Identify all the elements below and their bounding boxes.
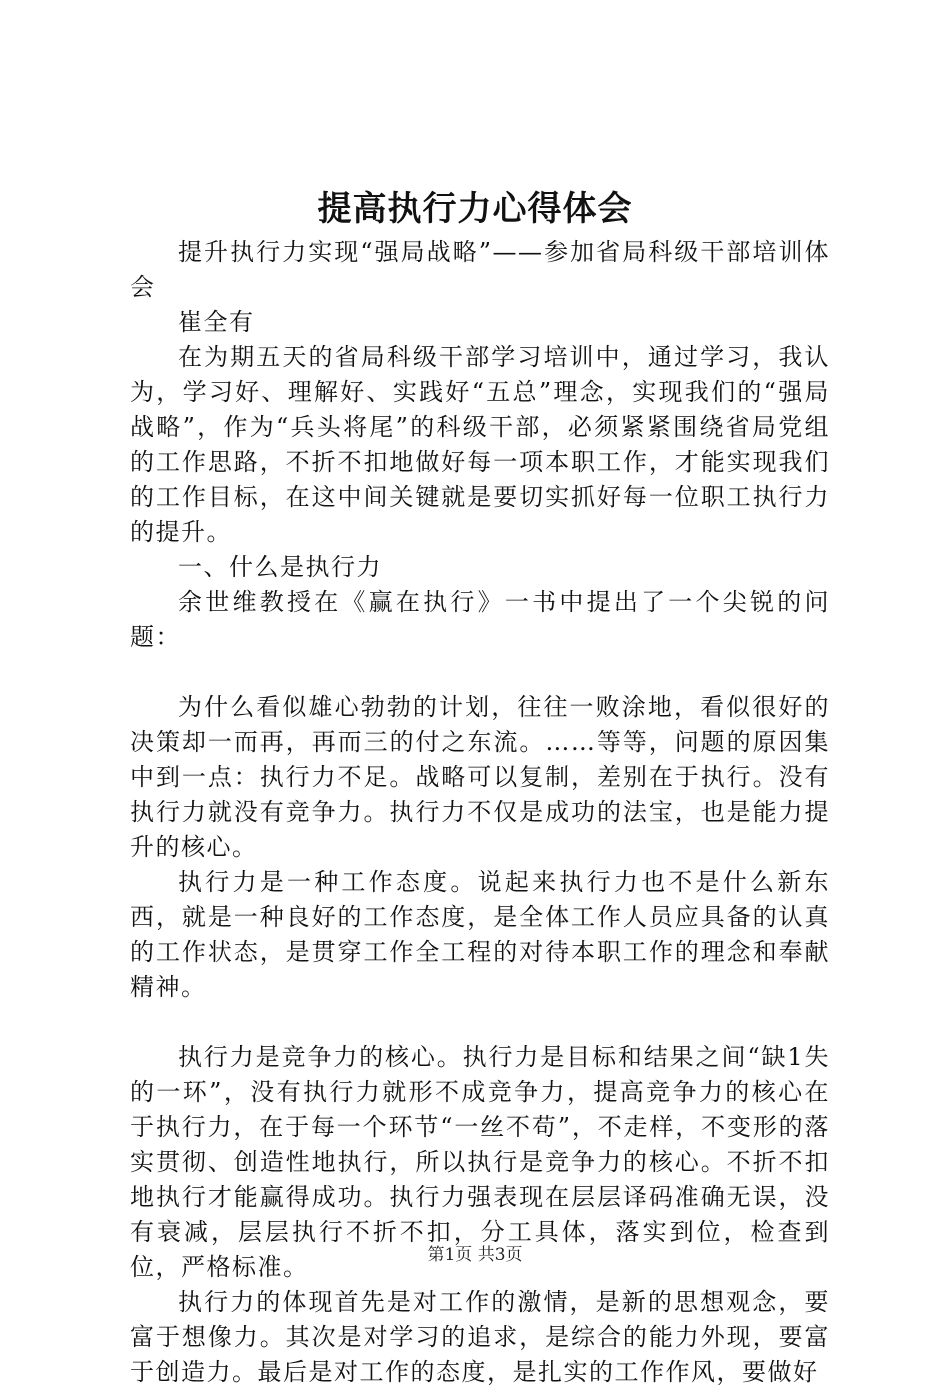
body-paragraph: 执行力是竞争力的核心。执行力是目标和结果之间“缺1失的一环”，没有执行力就形不成竞争力，提高竞争力的核心在于执行力，在于每一个环节“一丝不苟”，不走样，不变形的落实贯彻、创造性地执行，所以执行是竞争力的核心。不折不扣地执行才能赢得成功。执行力强表现在层层译码准确无误，没有衰减，层层执行不折不扣，分工具体，落实到位，检查到位，严格标准。	[130, 1043, 830, 1281]
document-body	[130, 235, 830, 1390]
body-paragraph: 为什么看似雄心勃勃的计划，往往一败涂地，看似很好的决策却一而再，再而三的付之东流。……等等，问题的原因集中到一点：执行力不足。战略可以复制，差别在于执行。没有执行力就没有竞争力。执行力不仅是成功的法宝，也是能力提升的核心。	[130, 693, 830, 861]
body-paragraph: 执行力的体现首先是对工作的激情，是新的思想观念，要富于想像力。其次是对学习的追求，是综合的能力外现，要富于创造力。最后是对工作的态度，是扎实的工作作风，要做好	[130, 1288, 830, 1386]
body-paragraph: 在为期五天的省局科级干部学习培训中，通过学习，我认为，学习好、理解好、实践好“五总”理念，实现我们的“强局战略”，作为“兵头将尾”的科级干部，必须紧紧围绕省局党组的工作思路，不折不扣地做好每一项本职工作，才能实现我们的工作目标，在这中间关键就是要切实抓好每一位职工执行力的提升。	[130, 343, 830, 546]
body-paragraph: 余世维教授在《赢在执行》一书中提出了一个尖锐的问题：	[130, 588, 830, 651]
body-paragraph: 执行力是一种工作态度。说起来执行力也不是什么新东西，就是一种良好的工作态度，是全体工作人员应具备的认真的工作状态，是贯穿工作全工程的对待本职工作的理念和奉献精神。	[130, 868, 830, 1001]
subtitle-paragraph: 提升执行力实现“强局战略”——参加省局科级干部培训体会	[130, 238, 830, 301]
section-heading: 一、什么是执行力	[178, 553, 382, 581]
author-line: 崔全有	[178, 308, 255, 336]
page-footer: 第1页 共3页	[427, 1245, 523, 1265]
document-title: 提高执行力心得体会	[317, 189, 633, 229]
